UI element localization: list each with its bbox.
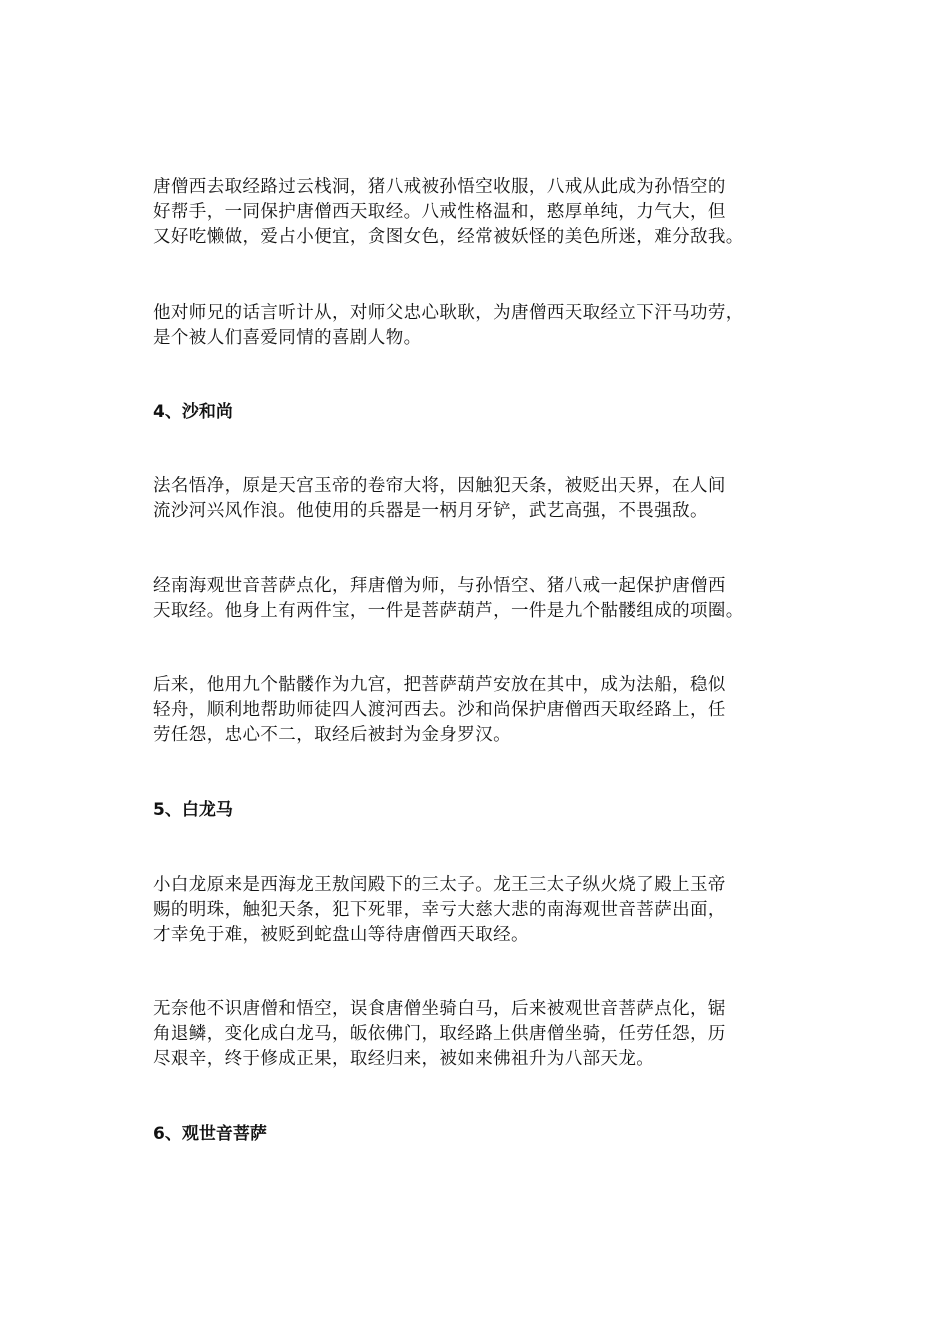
text-line: 天取经。他身上有两件宝，一件是菩萨葫芦，一件是九个骷髅组成的项圈。: [153, 601, 744, 621]
text-line: 角退鳞，变化成白龙马，皈依佛门，取经路上供唐僧坐骑，任劳任怨，历: [153, 1024, 726, 1044]
text-line: 经南海观世音菩萨点化，拜唐僧为师，与孙悟空、猪八戒一起保护唐僧西: [153, 576, 726, 596]
text-line: 无奈他不识唐僧和悟空，误食唐僧坐骑白马，后来被观世音菩萨点化，锯: [153, 999, 726, 1019]
text-line: 法名悟净，原是天宫玉帝的卷帘大将，因触犯天条，被贬出天界，在人间: [153, 476, 726, 496]
text-line: 又好吃懒做，爱占小便宜，贪图女色，经常被妖怪的美色所迷，难分敌我。: [153, 227, 744, 247]
paragraph-bailong-journey: [153, 997, 813, 1072]
text-line: 尽艰辛，终于修成正果，取经归来，被如来佛祖升为八部天龙。: [153, 1049, 655, 1069]
text-line: 唐僧西去取经路过云栈洞，猪八戒被孙悟空收服，八戒从此成为孙悟空的: [153, 177, 726, 197]
paragraph-bailong-origin: [153, 873, 813, 948]
text-line: 流沙河兴风作浪。他使用的兵器是一柄月牙铲，武艺高强，不畏强敌。: [153, 501, 708, 521]
text-line: 劳任怨，忠心不二，取经后被封为金身罗汉。: [153, 725, 511, 745]
paragraph-sha-later: [153, 673, 813, 748]
paragraph-bajie-loyalty: [153, 301, 813, 351]
text-line: 小白龙原来是西海龙王敖闰殿下的三太子。龙王三太子纵火烧了殿上玉帝: [153, 875, 726, 895]
text-line: 赐的明珠，触犯天条，犯下死罪，幸亏大慈大悲的南海观世音菩萨出面，: [153, 900, 726, 920]
paragraph-bajie-character: [153, 175, 813, 250]
text-line: 他对师兄的话言听计从，对师父忠心耿耿，为唐僧西天取经立下汗马功劳，: [153, 303, 744, 323]
text-line: 好帮手，一同保护唐僧西天取经。八戒性格温和，憨厚单纯，力气大，但: [153, 202, 726, 222]
text-line: 是个被人们喜爱同情的喜剧人物。: [153, 328, 422, 348]
section-heading-guanyin: 6、观世音菩萨: [153, 1124, 267, 1144]
section-heading-bailongma: 5、白龙马: [153, 800, 233, 820]
text-line: 轻舟，顺利地帮助师徒四人渡河西去。沙和尚保护唐僧西天取经路上，任: [153, 700, 726, 720]
text-line: 才幸免于难，被贬到蛇盘山等待唐僧西天取经。: [153, 925, 529, 945]
paragraph-sha-treasures: [153, 574, 813, 624]
text-line: 后来，他用九个骷髅作为九宫，把菩萨葫芦安放在其中，成为法船，稳似: [153, 675, 726, 695]
paragraph-sha-origin: [153, 474, 813, 524]
section-heading-sha-heshang: 4、沙和尚: [153, 402, 233, 422]
